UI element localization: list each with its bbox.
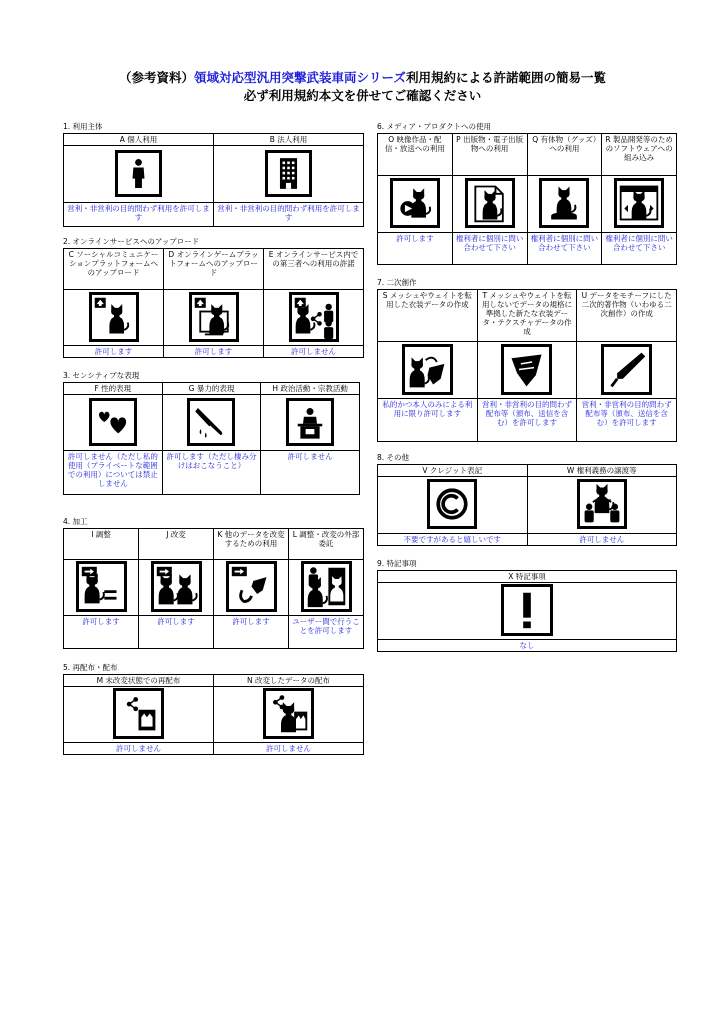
publication-icon — [465, 178, 515, 228]
use-for-other-icon — [226, 561, 277, 612]
online-upload-table — [63, 248, 364, 358]
page-title: （参考資料）領域対応型汎用突撃武装車両シリーズ利用規約による許諾範囲の簡易一覧 — [119, 70, 606, 85]
result-special-notes: なし — [378, 640, 677, 652]
redistribute-icon — [113, 688, 164, 739]
adjust-icon — [76, 561, 127, 612]
label-modify: J 改変 — [139, 529, 214, 560]
result-game-upload: 許可します — [164, 346, 264, 358]
special-notes-table — [377, 570, 677, 652]
label-sexual: F 性的表現 — [64, 383, 163, 395]
new-costume-icon — [501, 344, 552, 395]
label-redistribute: M 未改変状態での再配布 — [64, 675, 214, 687]
outsource-icon — [301, 561, 352, 612]
section-heading: 8. その他 — [377, 453, 410, 462]
result-sexual: 許可しません（ただし私的使用（プライベートな範囲での利用）については禁止しません — [64, 451, 163, 495]
person-icon — [115, 150, 162, 197]
redistribution-table — [63, 674, 364, 755]
result-software: 権利者に個別に問い合わせて下さい — [602, 233, 677, 265]
podium-icon — [286, 398, 334, 446]
label-outsource: L 調整・改変の外部委託 — [289, 529, 364, 560]
media-products-table — [377, 133, 677, 265]
video-icon — [390, 178, 440, 228]
share-third-party-icon — [289, 292, 339, 342]
figure-icon — [539, 178, 589, 228]
result-credit: 不要ですがあると嬉しいです — [378, 534, 528, 546]
label-transfer-rights: W 権利義務の譲渡等 — [527, 465, 677, 477]
other-table — [377, 464, 677, 546]
product-name: 領域対応型汎用突撃武装車両シリーズ — [194, 70, 406, 85]
label-corporate: B 法人利用 — [214, 134, 364, 146]
building-icon — [265, 150, 312, 197]
result-transfer-rights: 許可しません — [527, 534, 677, 546]
page-subtitle: 必ず利用規約本文を併せてご確認ください — [243, 88, 482, 103]
result-costume-transfer: 私的かつ本人のみによる利用に限り許可します — [378, 399, 478, 442]
section-derivative — [377, 277, 677, 442]
hearts-icon — [89, 398, 137, 446]
section-heading: 2. オンラインサービスへのアップロード — [63, 237, 200, 246]
section-media-products — [377, 121, 677, 265]
modify-icon — [151, 561, 202, 612]
game-upload-icon — [189, 292, 239, 342]
knife-icon — [187, 398, 235, 446]
label-third-party: E オンラインサービス内での第三者への利用の許諾 — [264, 249, 364, 290]
section-redistribution — [63, 662, 364, 755]
result-distribute-modified: 許可しません — [214, 743, 364, 755]
usage-subject-table — [63, 133, 364, 227]
result-new-costume: 営利・非営利の目的問わず配布等（頒布、送信を含む）を許可します — [477, 399, 577, 442]
section-heading: 5. 再配布・配布 — [63, 663, 118, 672]
copyright-icon — [427, 479, 477, 529]
pen-icon — [601, 344, 652, 395]
label-political: H 政治活動・宗教活動 — [261, 383, 360, 395]
label-use-for-other: K 他のデータを改変するための利用 — [214, 529, 289, 560]
section-processing — [63, 516, 364, 649]
result-figure: 権利者に個別に問い合わせて下さい — [527, 233, 602, 265]
processing-table — [63, 528, 364, 649]
costume-transfer-icon — [402, 344, 453, 395]
label-distribute-modified: N 改変したデータの配布 — [214, 675, 364, 687]
result-personal: 営利・非営利の目的問わず利用を許可します — [64, 203, 214, 227]
result-political: 許可しません — [261, 451, 360, 495]
label-costume-transfer: S メッシュやウェイトを転用した衣装データの作成 — [378, 290, 478, 342]
section-special-notes — [377, 558, 677, 652]
transfer-icon — [577, 479, 627, 529]
result-social-upload: 許可します — [64, 346, 164, 358]
label-software: R 製品開発等のためのソフトウェアへの組み込み — [602, 134, 677, 176]
label-personal: A 個人利用 — [64, 134, 214, 146]
result-third-party: 許可しません — [264, 346, 364, 358]
label-adjust: I 調整 — [64, 529, 139, 560]
label-fan-work: U データをモチーフにした二次的著作物（いわゆる二次創作）の作成 — [577, 290, 677, 342]
label-new-costume: T メッシュやウェイトを転用しないでデータの規格に準拠した新たな衣装データ・テクスチャデータの作成 — [477, 290, 577, 342]
section-heading: 9. 特記事項 — [377, 559, 417, 568]
section-other — [377, 452, 677, 546]
label-social-upload: C ソーシャルコミュニケーションプラットフォームへのアップロード — [64, 249, 164, 290]
label-video: O 映像作品・配信・放送への利用 — [378, 134, 453, 176]
result-use-for-other: 許可します — [214, 616, 289, 649]
section-heading: 4. 加工 — [63, 517, 88, 526]
result-corporate: 営利・非営利の目的問わず利用を許可します — [214, 203, 364, 227]
label-violent: G 暴力的表現 — [162, 383, 261, 395]
result-outsource: ユーザー間で行うことを許可します — [289, 616, 364, 649]
software-icon — [614, 178, 664, 228]
result-violent: 許可します（ただし棲み分けはおこなうこと） — [162, 451, 261, 495]
label-publication: P 出版物・電子出版物への利用 — [452, 134, 527, 176]
label-special-notes: X 特記事項 — [378, 571, 677, 583]
exclamation-icon — [501, 584, 553, 636]
distribute-modified-icon — [263, 688, 314, 739]
result-adjust: 許可します — [64, 616, 139, 649]
social-upload-icon — [89, 292, 139, 342]
section-heading: 3. センシティブな表現 — [63, 371, 140, 380]
section-heading: 7. 二次創作 — [377, 278, 417, 287]
result-redistribute: 許可しません — [64, 743, 214, 755]
label-credit: V クレジット表記 — [378, 465, 528, 477]
label-figure: Q 有体物（グッズ）への利用 — [527, 134, 602, 176]
section-heading: 1. 利用主体 — [63, 122, 103, 131]
result-video: 許可します — [378, 233, 453, 265]
section-online-upload — [63, 236, 364, 358]
derivative-table — [377, 289, 677, 442]
section-usage-subject — [63, 121, 364, 227]
section-sensitive — [63, 370, 360, 495]
result-publication: 権利者に個別に問い合わせて下さい — [452, 233, 527, 265]
label-game-upload: D オンラインゲームプラットフォームへのアップロード — [164, 249, 264, 290]
result-modify: 許可します — [139, 616, 214, 649]
sensitive-table — [63, 382, 360, 495]
result-fan-work: 営利・非営利の目的問わず配布等（頒布、送信を含む）を許可します — [577, 399, 677, 442]
section-heading: 6. メディア・プロダクトへの使用 — [377, 122, 491, 131]
